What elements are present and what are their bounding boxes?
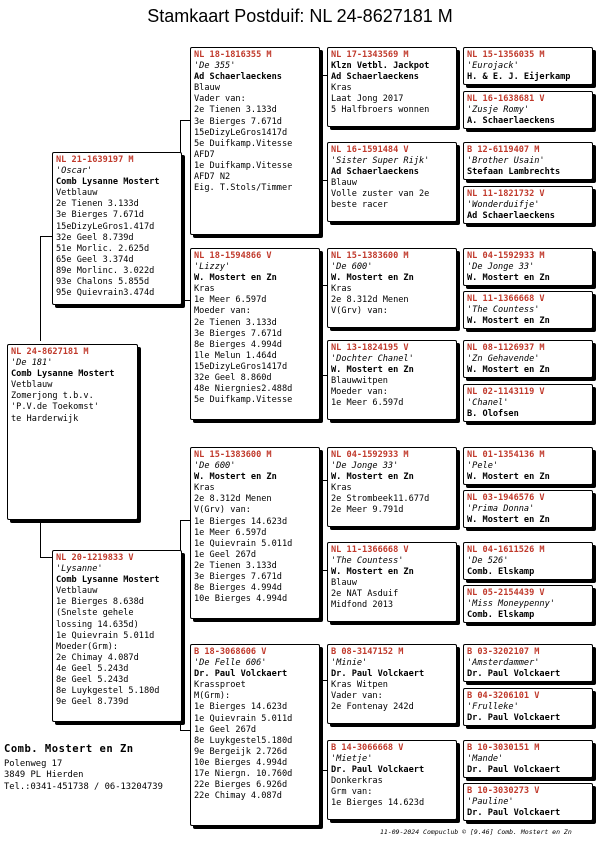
pigeon-detail: 1e Meer 6.597d	[331, 398, 404, 409]
pigeon-card-gen4-7[interactable]	[463, 340, 593, 378]
pigeon-detail: 2e Meer 9.791d	[331, 505, 404, 516]
pigeon-card-dam-dam-dam[interactable]	[327, 740, 457, 820]
breeder: Dr. Paul Volckaert	[467, 669, 561, 680]
pigeon-name: 'Amsterdammer'	[467, 658, 540, 669]
pigeon-detail: 8e Geel 5.243d	[56, 675, 129, 686]
owner-phone: Tel.:0341-451738 / 06-13204739	[4, 781, 163, 792]
breeder: W. Mostert en Zn	[331, 567, 414, 578]
pigeon-detail: Vetblauw	[11, 380, 53, 391]
pigeon-detail: 1le Melun 1.464d	[194, 350, 277, 361]
pigeon-name: 'Dochter Chanel'	[331, 354, 414, 365]
pigeon-detail: 1e Bierges 14.623d	[331, 798, 425, 809]
breeder: Dr. Paul Volckaert	[331, 669, 425, 680]
pigeon-card-dam-sire-sire[interactable]	[327, 447, 457, 527]
pigeon-detail: 15eDizyLeGros1.417d	[56, 221, 155, 232]
pigeon-detail: 1e Duifkamp.Vitesse	[194, 160, 293, 171]
pigeon-name: 'The Countess'	[331, 556, 404, 567]
ring-number: NL 11-1366668 V	[331, 545, 409, 555]
breeder: W. Mostert en Zn	[194, 273, 277, 284]
pigeon-detail: 1e Geel 267d	[194, 549, 257, 560]
pigeon-card-gen4-4[interactable]	[463, 186, 593, 224]
pigeon-detail: Kras	[331, 284, 352, 295]
pigeon-detail: Moeder(Grm):	[56, 641, 119, 652]
owner-name: Comb. Mostert en Zn	[4, 743, 134, 755]
pigeon-card-dam-dam-sire[interactable]	[327, 644, 457, 724]
pigeon-name: 'Miss Moneypenny'	[467, 599, 555, 610]
pigeon-detail: Blauw	[331, 578, 357, 589]
breeder: Comb Lysanne Mostert	[56, 177, 160, 188]
pigeon-name: 'Zusje Romy'	[467, 105, 530, 116]
ring-number: NL 18-1594866 V	[194, 251, 272, 261]
ring-number: NL 04-1611526 M	[467, 545, 545, 555]
pigeon-name: 'Zn Gehavende'	[467, 354, 540, 365]
pigeon-name: 'Frulleke'	[467, 702, 519, 713]
pigeon-detail: 2e Strombeek11.677d	[331, 494, 430, 505]
pigeon-detail: 22e Bierges 6.926d	[194, 780, 288, 791]
ring-number: NL 13-1824195 V	[331, 343, 409, 353]
breeder: Comb. Elskamp	[467, 567, 535, 578]
breeder: Dr. Paul Volckaert	[467, 808, 561, 819]
breeder: W. Mostert en Zn	[467, 472, 550, 483]
pigeon-name: 'De Jonge 33'	[467, 262, 535, 273]
pigeon-detail: Eig. T.Stols/Timmer	[194, 183, 293, 194]
breeder: Klzn Vetbl. Jackpot	[331, 61, 430, 72]
breeder: W. Mostert en Zn	[194, 472, 277, 483]
pigeon-card-gen4-2[interactable]	[463, 91, 593, 129]
pigeon-detail: Vader van:	[331, 691, 383, 702]
pigeon-detail: 10e Bierges 4.994d	[194, 594, 288, 605]
pigeon-detail: 1e Bierges 8.638d	[56, 597, 144, 608]
pigeon-detail: 1e Quievrain 5.011d	[56, 630, 155, 641]
pigeon-detail: Midfond 2013	[331, 600, 394, 611]
pigeon-name: 'Wonderduifje'	[467, 200, 540, 211]
pigeon-detail: Blauw	[194, 83, 220, 94]
ring-number: NL 04-1592933 M	[467, 251, 545, 261]
pigeon-name: 'De Felle 606'	[194, 658, 267, 669]
ring-number: B 12-6119407 M	[467, 145, 540, 155]
breeder: W. Mostert en Zn	[331, 472, 414, 483]
pigeon-detail: 32e Geel 8.860d	[194, 373, 272, 384]
pigeon-detail: Kras	[194, 483, 215, 494]
breeder: A. Schaerlaeckens	[467, 116, 555, 127]
pigeon-detail: 1e Bierges 14.623d	[194, 516, 288, 527]
pigeon-name: 'De 600'	[331, 262, 373, 273]
breeder: W. Mostert en Zn	[331, 273, 414, 284]
pigeon-detail: Grm van:	[331, 787, 373, 798]
pigeon-detail: 3e Bierges 7.671d	[194, 328, 282, 339]
ring-number: B 10-3030151 M	[467, 743, 540, 753]
ring-number: B 14-3066668 V	[331, 743, 404, 753]
pigeon-name: 'Prima Donna'	[467, 504, 535, 515]
pigeon-detail: 9e Bergeijk 2.726d	[194, 746, 288, 757]
pigeon-detail: 2e NAT Asduif	[331, 589, 399, 600]
pigeon-detail: Kras	[331, 83, 352, 94]
pigeon-detail: 1e Quievrain 5.011d	[194, 538, 293, 549]
ring-number: NL 04-1592933 M	[331, 450, 409, 460]
pigeon-detail: 48e Niergnies2.488d	[194, 384, 293, 395]
pigeon-name: 'Lizzy'	[194, 262, 231, 273]
pigeon-detail: 9e Geel 8.739d	[56, 697, 129, 708]
pigeon-detail: 89e Morlinc. 3.022d	[56, 265, 155, 276]
pigeon-detail: Kras Witpen	[331, 680, 388, 691]
pigeon-detail: Moeder van:	[194, 306, 251, 317]
page-title: Stamkaart Postduif: NL 24-8627181 M	[147, 6, 453, 26]
pigeon-card-dam[interactable]	[52, 550, 182, 722]
pigeon-card-gen4-13[interactable]	[463, 644, 593, 682]
pigeon-card-gen4-3[interactable]	[463, 142, 593, 180]
pigeon-name: 'De 355'	[194, 61, 236, 72]
breeder: H. & E. J. Eijerkamp	[467, 72, 571, 83]
pigeon-detail: Kras	[331, 483, 352, 494]
pigeon-card-sire-sire[interactable]	[190, 47, 320, 235]
pigeon-card-gen4-16[interactable]	[463, 783, 593, 821]
breeder: Ad Schaerlaeckens	[331, 167, 419, 178]
pigeon-detail: AFD7 N2	[194, 172, 231, 183]
pigeon-name: 'Minie'	[331, 658, 368, 669]
pigeon-detail: Laat Jong 2017	[331, 94, 404, 105]
breeder: Dr. Paul Volckaert	[467, 765, 561, 776]
ring-number: NL 01-1354136 M	[467, 450, 545, 460]
pigeon-detail: beste racer	[331, 200, 388, 211]
pigeon-name: 'Chanel'	[467, 398, 509, 409]
pigeon-name: 'Mietje'	[331, 754, 373, 765]
pigeon-detail: 5e Duifkamp.Vitesse	[194, 395, 293, 406]
pigeon-name: 'De 526'	[467, 556, 509, 567]
pigeon-name: 'Brother Usain'	[467, 156, 545, 167]
pigeon-detail: 2e Tienen 3.133d	[194, 105, 277, 116]
breeder: Ad Schaerlaeckens	[331, 72, 419, 83]
ring-number: NL 05-2154439 V	[467, 588, 545, 598]
pigeon-detail: Vetblauw	[56, 188, 98, 199]
pigeon-name: 'Sister Super Rijk'	[331, 156, 430, 167]
pigeon-card-gen4-15[interactable]	[463, 740, 593, 778]
pigeon-card-sire-dam-dam[interactable]	[327, 340, 457, 420]
pigeon-card-sire-dam[interactable]	[190, 248, 320, 420]
ring-number: NL 24-8627181 M	[11, 347, 89, 357]
breeder: W. Mostert en Zn	[331, 365, 414, 376]
pigeon-card-gen4-9[interactable]	[463, 447, 593, 485]
breeder: Ad Schaerlaeckens	[194, 72, 282, 83]
pigeon-name: 'Eurojack'	[467, 61, 519, 72]
pigeon-name: 'De 181'	[11, 358, 53, 369]
pigeon-detail: M(Grm):	[194, 691, 231, 702]
pigeon-detail: 2e Tienen 3.133d	[56, 199, 139, 210]
ring-number: B 08-3147152 M	[331, 647, 404, 657]
pigeon-detail: 17e Niergn. 10.760d	[194, 769, 293, 780]
pigeon-detail: 1e Bierges 14.623d	[194, 702, 288, 713]
pigeon-card-gen4-6[interactable]	[463, 291, 593, 329]
pigeon-detail: 8e Luykgestel5.180d	[194, 735, 293, 746]
ring-number: NL 11-1366668 V	[467, 294, 545, 304]
ring-number: NL 11-1821732 V	[467, 189, 545, 199]
pigeon-card-sire-sire-dam[interactable]	[327, 142, 457, 222]
ring-number: NL 18-1816355 M	[194, 50, 272, 60]
pigeon-card-gen4-12[interactable]	[463, 585, 593, 623]
pigeon-detail: 3e Bierges 7.671d	[194, 116, 282, 127]
pigeon-detail: Krassproet	[194, 680, 246, 691]
breeder: Comb Lysanne Mostert	[56, 575, 160, 586]
pigeon-detail: 95e Quievrain3.474d	[56, 288, 155, 299]
pigeon-name: 'Lysanne'	[56, 564, 103, 575]
pigeon-card-dam-sire[interactable]	[190, 447, 320, 619]
pigeon-detail: 2e Tienen 3.133d	[194, 560, 277, 571]
pigeon-detail: Vetblauw	[56, 586, 98, 597]
pigeon-detail: 93e Chalons 5.855d	[56, 277, 150, 288]
ring-number: NL 16-1591484 V	[331, 145, 409, 155]
ring-number: B 18-3068606 V	[194, 647, 267, 657]
pigeon-card-gen4-10[interactable]	[463, 490, 593, 528]
pigeon-detail: 1e Quievrain 5.011d	[194, 713, 293, 724]
pigeon-detail: 10e Bierges 4.994d	[194, 757, 288, 768]
pigeon-name: 'Mande'	[467, 754, 504, 765]
pigeon-detail: 2e 8.312d Menen	[331, 295, 409, 306]
pigeon-card-sire-dam-sire[interactable]	[327, 248, 457, 328]
pigeon-detail: V(Grv) van:	[194, 505, 251, 516]
ring-number: B 04-3206101 V	[467, 691, 540, 701]
pigeon-detail: Kras	[194, 284, 215, 295]
ring-number: NL 16-1638681 V	[467, 94, 545, 104]
ring-number: NL 03-1946576 V	[467, 493, 545, 503]
pigeon-detail: 22e Chimay 4.087d	[194, 791, 282, 802]
breeder: W. Mostert en Zn	[467, 365, 550, 376]
pigeon-detail: 65e Geel 3.374d	[56, 254, 134, 265]
pigeon-detail: AFD7	[194, 149, 215, 160]
pigeon-detail: 51e Morlic. 2.625d	[56, 243, 150, 254]
breeder: Comb. Elskamp	[467, 610, 535, 621]
breeder: B. Olofsen	[467, 409, 519, 420]
breeder: W. Mostert en Zn	[467, 316, 550, 327]
pigeon-detail: 5e Duifkamp.Vitesse	[194, 138, 293, 149]
pigeon-detail: 1e Meer 6.597d	[194, 527, 267, 538]
owner-city: 3849 PL Hierden	[4, 770, 84, 780]
pigeon-detail: Blauw	[331, 178, 357, 189]
pigeon-name: 'De Jonge 33'	[331, 461, 399, 472]
ring-number: NL 20-1219833 V	[56, 553, 134, 563]
pigeon-detail: 32e Geel 8.739d	[56, 232, 134, 243]
pigeon-name: 'Pauline'	[467, 797, 514, 808]
pigeon-detail: (Snelste gehele	[56, 608, 134, 619]
pigeon-detail: 'P.V.de Toekomst'	[11, 402, 99, 413]
pigeon-detail: 2e 8.312d Menen	[194, 494, 272, 505]
breeder: W. Mostert en Zn	[467, 273, 550, 284]
breeder: Ad Schaerlaeckens	[467, 211, 555, 222]
print-footer: 11-09-2024 Compuclub © [9.46] Comb. Mostert en Zn	[380, 828, 572, 836]
ring-number: B 03-3202107 M	[467, 647, 540, 657]
breeder: Stefaan Lambrechts	[467, 167, 561, 178]
pigeon-detail: 15eDizyLeGros1417d	[194, 361, 288, 372]
pigeon-detail: lossing 14.635d)	[56, 619, 139, 630]
breeder: W. Mostert en Zn	[467, 515, 550, 526]
pigeon-card-gen4-8[interactable]	[463, 384, 593, 422]
ring-number: NL 15-1383600 M	[194, 450, 272, 460]
pigeon-detail: 5 Halfbroers wonnen	[331, 105, 430, 116]
pigeon-detail: 8e Bierges 4.994d	[194, 583, 282, 594]
owner-info	[4, 744, 163, 793]
breeder: Dr. Paul Volckaert	[331, 765, 425, 776]
pigeon-name: 'De 600'	[194, 461, 236, 472]
pigeon-detail: 3e Bierges 7.671d	[56, 210, 144, 221]
pigeon-card-sire[interactable]	[52, 152, 182, 305]
pigeon-detail: 1e Geel 267d	[194, 724, 257, 735]
pigeon-card-dam-dam[interactable]	[190, 644, 320, 826]
owner-street: Polenweg 17	[4, 758, 63, 769]
ring-number: NL 02-1143119 V	[467, 387, 545, 397]
pigeon-detail: Vader van:	[194, 94, 246, 105]
pigeon-card-sire-sire-sire[interactable]	[327, 47, 457, 127]
ring-number: NL 21-1639197 M	[56, 155, 134, 165]
breeder: Comb Lysanne Mostert	[11, 369, 115, 380]
pigeon-name: 'Oscar'	[56, 166, 93, 177]
breeder: Dr. Paul Volckaert	[467, 713, 561, 724]
pigeon-name: 'Pele'	[467, 461, 499, 472]
pigeon-detail: Moeder van:	[331, 387, 388, 398]
pigeon-detail: 3e Bierges 7.671d	[194, 572, 282, 583]
pigeon-detail: 4e Geel 5.243d	[56, 663, 129, 674]
pigeon-card-subject[interactable]	[7, 344, 138, 520]
pigeon-card-gen4-14[interactable]	[463, 688, 593, 726]
pigeon-detail: 8e Bierges 4.994d	[194, 339, 282, 350]
pigeon-detail: 15eDizyLeGros1417d	[194, 127, 288, 138]
pigeon-detail: 2e Chimay 4.087d	[56, 652, 139, 663]
pigeon-card-gen4-1[interactable]	[463, 47, 593, 85]
ring-number: NL 08-1126937 M	[467, 343, 545, 353]
pigeon-detail: Zomerjong t.b.v.	[11, 391, 94, 402]
pigeon-detail: V(Grv) van:	[331, 306, 388, 317]
pigeon-detail: Donkerkras	[331, 776, 383, 787]
pigeon-detail: 8e Luykgestel 5.180d	[56, 686, 160, 697]
ring-number: NL 15-1356035 M	[467, 50, 545, 60]
pigeon-card-dam-sire-dam[interactable]	[327, 542, 457, 622]
pigeon-name: 'The Countess'	[467, 305, 540, 316]
ring-number: B 10-3030273 V	[467, 786, 540, 796]
ring-number: NL 15-1383600 M	[331, 251, 409, 261]
pigeon-detail: 2e Fontenay 242d	[331, 702, 414, 713]
pigeon-detail: te Harderwijk	[11, 413, 79, 424]
pigeon-card-gen4-11[interactable]	[463, 542, 593, 580]
pigeon-detail: Blauwwitpen	[331, 376, 388, 387]
pigeon-card-gen4-5[interactable]	[463, 248, 593, 286]
ring-number: NL 17-1343569 M	[331, 50, 409, 60]
pigeon-detail: 1e Meer 6.597d	[194, 295, 267, 306]
pigeon-detail: Volle zuster van 2e	[331, 189, 430, 200]
pigeon-detail: 2e Tienen 3.133d	[194, 317, 277, 328]
breeder: Dr. Paul Volckaert	[194, 669, 288, 680]
